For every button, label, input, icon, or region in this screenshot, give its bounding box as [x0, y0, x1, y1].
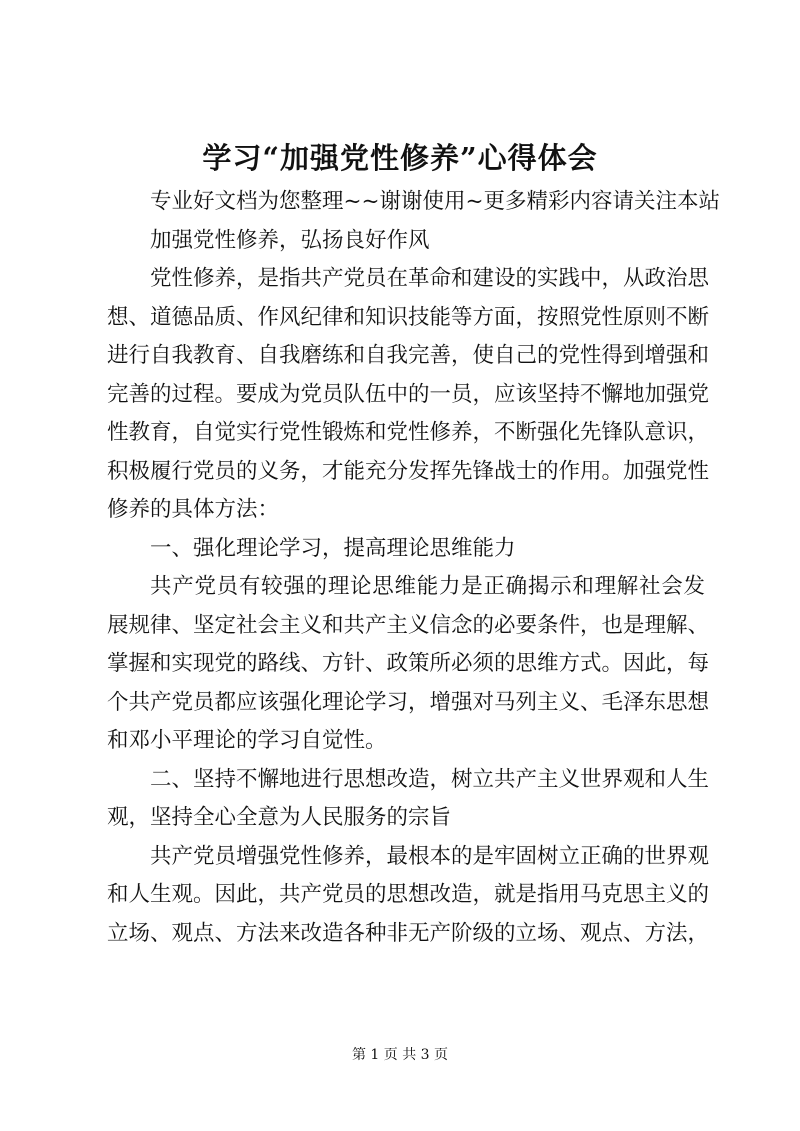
body-line: 进行自我教育、自我磨练和自我完善，使自己的党性得到增强和	[107, 343, 710, 368]
body-line: 立场、观点、方法来改造各种非无产阶级的立场、观点、方法，	[107, 920, 710, 946]
body-line: 个共产党员都应该强化理论学习，增强对马列主义、毛泽东思想	[107, 689, 710, 715]
body-line: 共产党员有较强的理论思维能力是正确揭示和理解社会发	[150, 574, 705, 599]
page-footer: 第 1 页 共 3 页	[351, 1047, 449, 1063]
section-heading: 一、强化理论学习，提高理论思维能力	[150, 535, 516, 561]
body-line: 想、道德品质、作风纪律和知识技能等方面，按照党性原则不断	[107, 304, 710, 330]
section-heading: 二、坚持不懈地进行思想改造，树立共产主义世界观和人生	[150, 766, 710, 792]
body-line: 修养的具体方法：	[107, 497, 280, 522]
body-line: 和人生观。因此，共产党员的思想改造，就是指用马克思主义的	[107, 882, 710, 907]
body-line: 加强党性修养，弘扬良好作风	[150, 227, 430, 253]
body-line: 积极履行党员的义务，才能充分发挥先锋战士的作用。加强党性	[107, 458, 710, 484]
body-line: 掌握和实现党的路线、方针、政策所必须的思维方式。因此，每	[107, 651, 710, 676]
body-line: 展规律、坚定社会主义和共产主义信念的必要条件，也是理解、	[107, 612, 710, 638]
section-heading: 观，坚持全心全意为人民服务的宗旨	[107, 805, 452, 830]
document-body	[107, 183, 721, 953]
document-title: 学习“加强党性修养”心得体会	[202, 141, 598, 175]
body-line: 和邓小平理论的学习自觉性。	[107, 728, 387, 753]
body-line: 完善的过程。要成为党员队伍中的一员，应该坚持不懈地加强党	[107, 381, 710, 407]
body-line: 性教育，自觉实行党性锻炼和党性修养，不断强化先锋队意识，	[107, 420, 710, 445]
body-line: 党性修养，是指共产党员在革命和建设的实践中，从政治思	[150, 266, 710, 291]
body-line: 共产党员增强党性修养，最根本的是牢固树立正确的世界观	[150, 843, 710, 869]
body-line: 专业好文档为您整理~~谢谢使用~更多精彩内容请关注本站	[150, 189, 721, 214]
